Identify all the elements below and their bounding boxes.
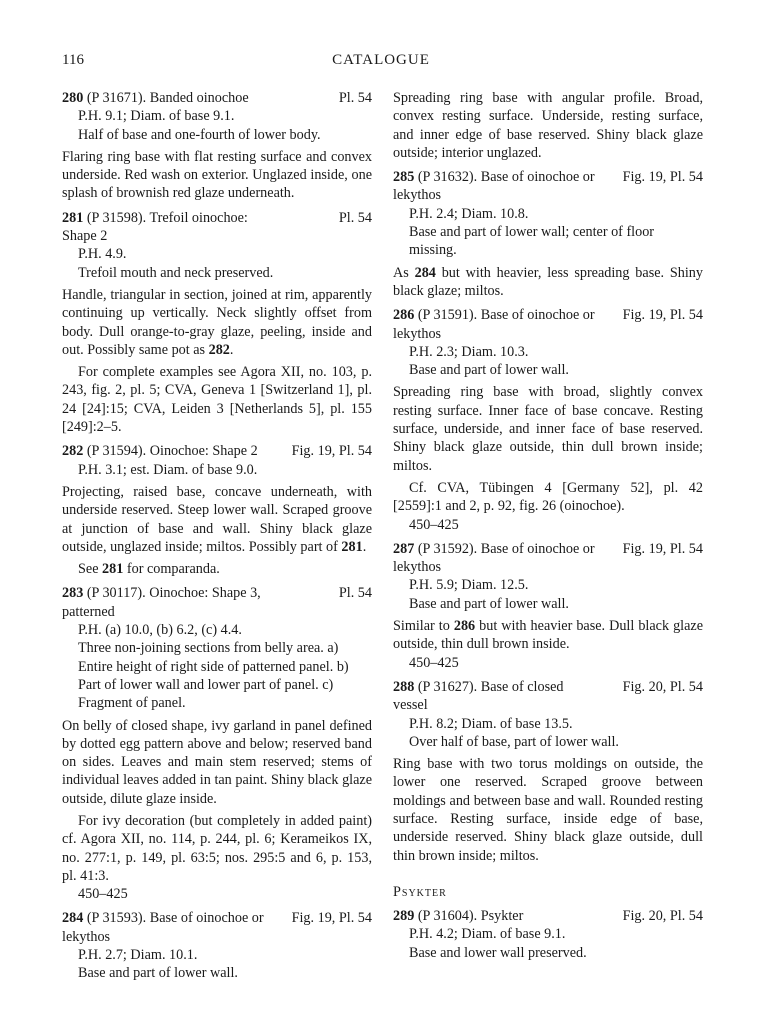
entry-289-heading: 289 (P 31604). Psykter Fig. 20, Pl. 54 bbox=[393, 908, 703, 925]
comparanda: For ivy decoration (but completely in added paint) cf. Agora XII, no. 114, p. 244, pl. 6; Kerameikos IX, no. 277:1, p. 149, pl. 63:5; nos. 295:5 and 6, p. 153, pl. 41:3. bbox=[62, 812, 372, 884]
entry-287-heading: 287 (P 31592). Base of oinochoe or lekythos Fig. 19, Pl. 54 bbox=[393, 540, 703, 576]
entry-283-heading: 283 (P 30117). Oinochoe: Shape 3, patterned Pl. 54 bbox=[62, 585, 372, 620]
description: On belly of closed shape, ivy garland in panel defined by dotted egg pattern above and below; reserved band on sides. Leaves and main stem reserved; stems of individual leaves added in tan paint. Shiny black glaze outside, dilute glaze inside. bbox=[62, 717, 372, 807]
plate-ref: Pl. 54 bbox=[338, 90, 372, 106]
date-range: 450–425 bbox=[409, 516, 459, 533]
entry-285-heading: 285 (P 31632). Base of oinochoe or lekythos Fig. 19, Pl. 54 bbox=[393, 169, 703, 204]
entry-meta: Trefoil mouth and neck preserved. bbox=[78, 264, 274, 281]
entry-288-heading: 288 (P 31627). Base of closed vessel Fig. 20, Pl. 54 bbox=[393, 678, 703, 714]
comparanda: For complete examples see Agora XII, no. 103, p. 243, fig. 2, pl. 5; CVA, Geneva 1 [Switzerland 1], pl. 24 [24]:15; CVA, Leiden 3 [Netherlands 5], pl. 155 [249]:2–5. bbox=[62, 364, 372, 436]
left-column bbox=[62, 89, 372, 983]
description: Spreading ring base with broad, slightly convex resting surface. Inner face of base concave. Resting surface, underside, and inner face of base reserved. Shiny black glaze outside, thin dull brown inside; miltos. bbox=[393, 384, 703, 474]
entry-284-heading: 284 (P 31593). Base of oinochoe or lekythos Fig. 19, Pl. 54 bbox=[62, 910, 372, 945]
plate-ref: Fig. 20, Pl. 54 bbox=[622, 908, 703, 925]
entry-meta: Base and part of lower wall. bbox=[409, 362, 569, 379]
entry-meta: Over half of base, part of lower wall. bbox=[409, 733, 619, 750]
entry-meta: Base and lower wall preserved. bbox=[409, 944, 587, 961]
entry-meta: P.H. 8.2; Diam. of base 13.5. bbox=[409, 715, 573, 732]
entry-meta: P.H. 2.3; Diam. 10.3. bbox=[409, 343, 529, 360]
entry-meta: Base and part of lower wall; center of floor missing. bbox=[409, 224, 655, 259]
entry-meta: P.H. 9.1; Diam. of base 9.1. bbox=[78, 108, 235, 125]
description: Projecting, raised base, concave underneath, with underside reserved. Steep lower wall. Scraped groove at junction of base and wall. Shiny black glaze outside, unglazed inside; miltos. Possibly part of 281. bbox=[62, 483, 372, 555]
entry-meta: P.H. 2.4; Diam. 10.8. bbox=[409, 205, 529, 222]
comparanda: Cf. CVA, Tübingen 4 [Germany 52], pl. 42 [2559]:1 and 2, p. 92, fig. 26 (oinochoe). bbox=[393, 479, 703, 515]
entry-meta: Three non-joining sections from belly area. a) Entire height of right side of patterned panel. b) Part of lower wall and lower part of panel. c) Fragment of panel. bbox=[78, 640, 349, 712]
plate-ref: Fig. 19, Pl. 54 bbox=[291, 443, 372, 460]
plate-ref: Fig. 19, Pl. 54 bbox=[622, 540, 703, 557]
entry-meta: Base and part of lower wall. bbox=[78, 965, 238, 982]
entry-meta: P.H. 3.1; est. Diam. of base 9.0. bbox=[78, 461, 258, 478]
date-range: 450–425 bbox=[409, 654, 459, 671]
plate-ref: Pl. 54 bbox=[338, 209, 372, 226]
date-range: 450–425 bbox=[78, 886, 128, 903]
page-number: 116 bbox=[62, 52, 84, 68]
description: Ring base with two torus moldings on outside, the lower one reserved. Scraped groove between moldings and between base and wall. Rounded resting surface. Resting surface, inside edge of base, underside reserved. Shiny black glaze outside, dull thin brown inside; miltos. bbox=[393, 756, 703, 864]
right-column bbox=[393, 89, 703, 962]
entry-280-heading: 280 (P 31671). Banded oinochoe Pl. 54 bbox=[62, 90, 372, 106]
entry-meta: P.H. 2.7; Diam. 10.1. bbox=[78, 947, 198, 964]
entry-meta: Base and part of lower wall. bbox=[409, 595, 569, 612]
comparanda: See 281 for comparanda. bbox=[78, 561, 220, 578]
description: As 284 but with heavier, less spreading base. Shiny black glaze; miltos. bbox=[393, 264, 703, 299]
plate-ref: Fig. 20, Pl. 54 bbox=[622, 678, 703, 695]
description: Handle, triangular in section, joined at rim, apparently continuing up vertically. Neck slightly offset from body. Dull orange-to-gray glaze, peeling, inside and out. Possibly same pot as 282. bbox=[62, 286, 372, 358]
entry-meta: P.H. 4.9. bbox=[78, 246, 127, 263]
plate-ref: Fig. 19, Pl. 54 bbox=[291, 910, 372, 927]
plate-ref: Fig. 19, Pl. 54 bbox=[622, 169, 703, 186]
entry-meta: Half of base and one-fourth of lower body. bbox=[78, 126, 321, 143]
entry-286-heading: 286 (P 31591). Base of oinochoe or lekythos Fig. 19, Pl. 54 bbox=[393, 307, 703, 342]
section-heading: Psykter bbox=[393, 883, 447, 900]
plate-ref: Pl. 54 bbox=[338, 585, 372, 602]
entry-meta: P.H. 5.9; Diam. 12.5. bbox=[409, 577, 529, 594]
description: Spreading ring base with angular profile. Broad, convex resting surface. Underside, resting surface, and inner edge of base reserved. Shiny black glaze outside; interior unglazed. bbox=[393, 90, 703, 161]
entry-meta: P.H. (a) 10.0, (b) 6.2, (c) 4.4. bbox=[78, 622, 242, 639]
plate-ref: Fig. 19, Pl. 54 bbox=[622, 307, 703, 324]
entry-meta: P.H. 4.2; Diam. of base 9.1. bbox=[409, 926, 566, 943]
running-head: CATALOGUE bbox=[332, 52, 430, 68]
entry-281-heading: 281 (P 31598). Trefoil oinochoe: Shape 2 Pl. 54 bbox=[62, 209, 372, 245]
description: Flaring ring base with flat resting surface and convex underside. Red wash on exterior. Unglazed inside, one splash of brownish red glaze underneath. bbox=[62, 148, 372, 202]
description: Similar to 286 but with heavier base. Dull black glaze outside, thin dull brown inside. bbox=[393, 618, 704, 653]
entry-282-heading: 282 (P 31594). Oinochoe: Shape 2 Fig. 19, Pl. 54 bbox=[62, 443, 372, 460]
